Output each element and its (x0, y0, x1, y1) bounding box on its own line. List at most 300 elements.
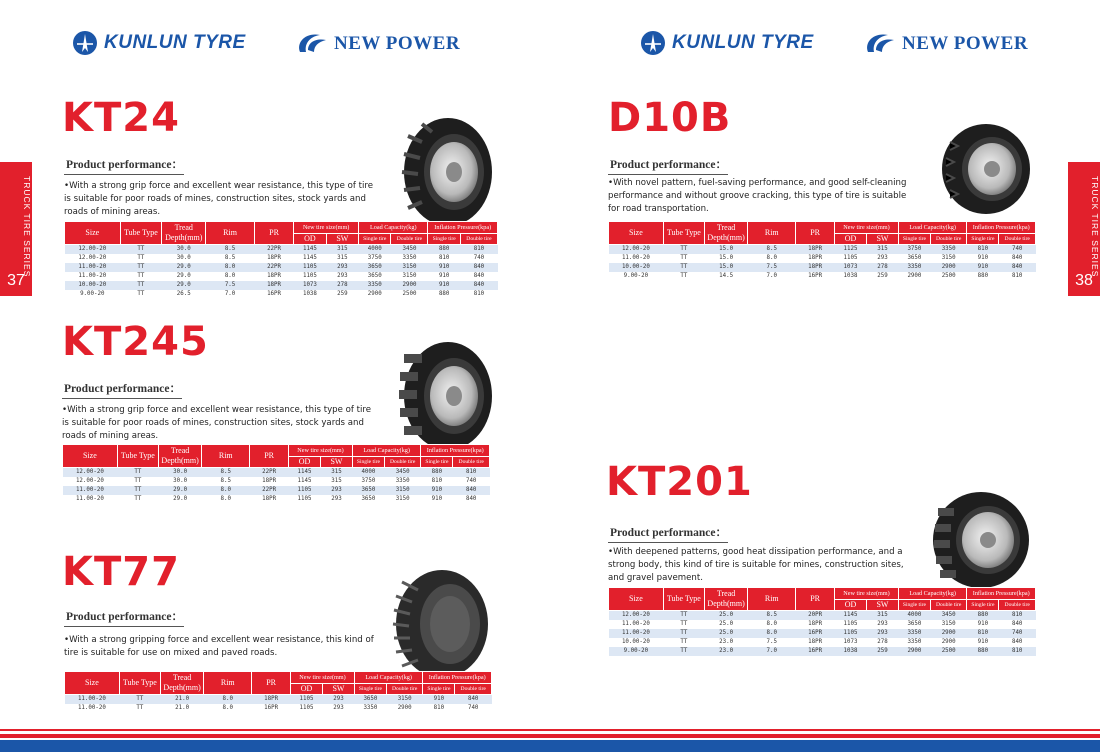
tire-image-kt77 (384, 568, 496, 680)
table-cell: 3150 (941, 621, 956, 627)
table-cell: 8.0 (224, 273, 236, 279)
table-cell: 3650 (907, 255, 922, 261)
header-ply-rating: PR (796, 222, 835, 245)
table-cell: 7.0 (766, 273, 777, 279)
kunlun-emblem-icon (640, 30, 666, 56)
table-cell: 21.0 (175, 705, 190, 711)
table-cell: 740 (999, 629, 1036, 638)
table-cell: 8.0 (206, 263, 255, 272)
header-od: OD (289, 457, 321, 468)
table-cell: 315 (321, 468, 353, 478)
header-inflation-pressure: Inflation Pressure(kpa) (967, 588, 1036, 600)
table-row (65, 263, 498, 272)
table-cell: 11.00-20 (78, 273, 107, 279)
table-cell: 259 (337, 291, 348, 297)
header-tube-type: Tube Type (119, 672, 160, 695)
header-tread-depth: Tread Depth(mm) (158, 445, 201, 468)
table-cell: 7.0 (748, 647, 796, 656)
table-cell: 1038 (843, 273, 858, 279)
table-cell: 11.00-20 (75, 496, 104, 502)
header-tube-type: Tube Type (663, 588, 704, 611)
table-cell: 12.00-20 (63, 468, 118, 478)
table-cell: TT (663, 245, 704, 255)
table-cell: 2900 (941, 639, 956, 645)
table-cell: 12.00-20 (65, 245, 121, 255)
table-cell: 3650 (361, 496, 376, 502)
table-cell: 10.00-20 (65, 281, 121, 290)
header-inflation-pressure: Inflation Pressure(kpa) (967, 222, 1036, 234)
table-cell: 1073 (835, 263, 867, 272)
header-single-tire: Single tire (967, 600, 999, 611)
header-single-tire: Single tire (421, 457, 453, 468)
table-cell: 259 (877, 273, 888, 279)
table-cell: 22PR (254, 245, 293, 255)
header-ply-rating: PR (250, 445, 289, 468)
table-cell: 740 (467, 705, 479, 711)
table-cell: 8.0 (220, 496, 231, 502)
table-cell: 4000 (359, 245, 391, 255)
table-cell: 315 (867, 245, 899, 255)
table-cell: 910 (967, 263, 999, 272)
table-cell: 810 (438, 255, 450, 261)
table-cell: 1105 (843, 255, 858, 261)
kunlun-emblem-icon (72, 30, 98, 56)
model-title-d10b: D10B (608, 95, 732, 141)
table-cell: 840 (473, 273, 485, 279)
description-kt24: •With a strong grip force and excellent wear resistance, this type of tire is suitable for poor roads of mines, construction sites, stock yards and roads of mining areas. (64, 181, 374, 217)
table-cell: TT (134, 478, 142, 484)
header-rim: Rim (204, 672, 252, 695)
header-double-tire: Double tire (391, 234, 428, 245)
table-cell: 810 (999, 647, 1036, 656)
table-cell: 21.0 (160, 695, 203, 705)
table-row (609, 245, 1036, 255)
table-cell: 3350 (898, 263, 930, 272)
perf-label-kt201: Product performance： (610, 527, 727, 539)
table-cell: 880 (977, 273, 989, 279)
header-double-tire: Double tire (999, 600, 1036, 611)
table-cell: 3350 (930, 245, 967, 255)
table-cell: 18PR (267, 273, 282, 279)
kunlun-brand-text: KUNLUN TYRE (104, 32, 246, 53)
table-cell: 910 (977, 639, 989, 645)
table-cell: TT (663, 263, 704, 272)
table-row (609, 620, 1036, 629)
table-cell: 1125 (835, 245, 867, 255)
table-cell: 880 (967, 647, 999, 656)
table-row (609, 647, 1036, 656)
table-cell: 15.0 (719, 255, 734, 261)
table-cell: 11.00-20 (65, 263, 121, 272)
table-cell: 1105 (297, 496, 312, 502)
table-cell: 18PR (267, 255, 282, 261)
header-single-tire: Single tire (898, 600, 930, 611)
table-row (65, 704, 492, 713)
table-cell: 1145 (289, 468, 321, 478)
table-cell: 840 (460, 281, 497, 290)
table-cell: 840 (460, 263, 497, 272)
series-label: TRUCK TIRE SERIES (1090, 176, 1100, 278)
table-row (65, 290, 498, 299)
header-double-tire: Double tire (930, 234, 967, 245)
side-tab-right (1068, 162, 1100, 296)
table-cell: 2900 (391, 281, 428, 290)
header-load-capacity: Load Capacity(kg) (359, 222, 428, 234)
table-cell: 3750 (361, 478, 376, 484)
table-cell: 12.00-20 (78, 255, 107, 261)
header-tube-type: Tube Type (663, 222, 704, 245)
header-inflation-pressure: Inflation Pressure(kpa) (428, 222, 498, 234)
header-load-capacity: Load Capacity(kg) (352, 445, 420, 457)
table-cell: 18PR (252, 695, 291, 705)
description-d10b: •With novel pattern, fuel-saving performance, and good self-cleaning performance and without groove cracking, this type of tire is suitable for road transportation. (608, 178, 907, 214)
header-sw: SW (867, 234, 899, 245)
table-cell: 910 (977, 621, 989, 627)
table-cell: 810 (473, 291, 485, 297)
table-cell: 15.0 (704, 263, 747, 272)
perf-divider (62, 398, 182, 399)
table-cell: 11.00-20 (621, 621, 650, 627)
perf-label-kt24: Product performance： (66, 159, 183, 171)
table-cell: 11.00-20 (77, 705, 106, 711)
table-cell: 8.0 (766, 621, 777, 627)
table-cell: 16PR (796, 629, 835, 638)
kunlun-logo-right (640, 30, 814, 56)
table-cell: 3150 (391, 263, 428, 272)
table-cell: 9.00-20 (80, 291, 105, 297)
table-row (65, 281, 498, 290)
page-number: 38 (1075, 272, 1093, 289)
table-cell: 22PR (254, 263, 293, 272)
table-row (63, 486, 490, 495)
table-cell: 2900 (930, 263, 967, 272)
table-cell: 810 (433, 705, 445, 711)
table-cell: TT (117, 468, 158, 478)
table-cell: 1145 (302, 255, 317, 261)
table-cell: 18PR (808, 621, 823, 627)
table-cell: 3650 (352, 486, 384, 495)
table-row (609, 272, 1036, 281)
header-single-tire: Single tire (967, 234, 999, 245)
table-cell: 16PR (264, 705, 279, 711)
table-cell: 3150 (941, 255, 956, 261)
table-cell: 1105 (289, 486, 321, 495)
table-cell: 810 (1011, 273, 1023, 279)
table-cell: 910 (977, 255, 989, 261)
table-cell: 315 (326, 245, 358, 255)
table-cell: 3650 (359, 263, 391, 272)
table-cell: 10.00-20 (621, 639, 650, 645)
table-cell: 3750 (898, 245, 930, 255)
table-cell: 3450 (391, 245, 428, 255)
table-cell: TT (680, 621, 688, 627)
table-cell: 3150 (395, 496, 410, 502)
table-cell: 15.0 (704, 245, 747, 255)
table-cell: 11.00-20 (65, 695, 120, 705)
table-cell: 1105 (843, 621, 858, 627)
table-cell: 29.0 (162, 281, 206, 290)
header-load-capacity: Load Capacity(kg) (354, 672, 422, 684)
table-cell: 840 (1011, 255, 1023, 261)
table-cell: 29.0 (158, 486, 201, 495)
table-cell: 7.5 (206, 281, 255, 290)
table-cell: TT (137, 255, 145, 261)
table-cell: 810 (431, 478, 443, 484)
header-sw: SW (321, 457, 353, 468)
model-title-kt201: KT201 (606, 459, 753, 505)
table-cell: 23.0 (704, 647, 747, 656)
perf-label-d10b: Product performance： (610, 159, 727, 171)
table-cell: 14.5 (719, 273, 734, 279)
table-cell: 2900 (930, 629, 967, 638)
table-cell: 910 (421, 486, 453, 495)
table-cell: 8.5 (224, 255, 236, 261)
header-double-tire: Double tire (460, 234, 497, 245)
table-cell: 2900 (367, 291, 382, 297)
table-cell: 18PR (796, 263, 835, 272)
tire-image-kt24 (392, 116, 500, 228)
header-rim: Rim (202, 445, 250, 468)
table-cell: 8.0 (748, 629, 796, 638)
table-cell: 840 (465, 496, 477, 502)
table-cell: 740 (999, 245, 1036, 255)
table-cell: 11.00-20 (609, 629, 664, 638)
table-cell: TT (120, 281, 162, 290)
table-cell: 23.0 (719, 639, 734, 645)
side-tab-left (0, 162, 32, 296)
table-cell: 30.0 (162, 245, 206, 255)
table-cell: 3350 (898, 629, 930, 638)
newpower-logo-right (862, 30, 1028, 58)
table-cell: 22PR (250, 486, 289, 495)
header-size: Size (63, 445, 118, 468)
table-cell: 2900 (907, 273, 922, 279)
table-cell: TT (663, 629, 704, 638)
perf-divider (608, 174, 728, 175)
table-cell: 2500 (930, 647, 967, 656)
table-cell: 8.0 (766, 255, 777, 261)
perf-divider (64, 174, 184, 175)
table-cell: 1145 (297, 478, 312, 484)
table-cell: 1038 (302, 291, 317, 297)
header-inflation-pressure: Inflation Pressure(kpa) (423, 672, 492, 684)
table-cell: 1145 (294, 245, 326, 255)
header-size: Size (609, 222, 664, 245)
table-cell: TT (680, 255, 688, 261)
table-cell: 3650 (907, 621, 922, 627)
header-tread-depth: Tread Depth(mm) (704, 222, 747, 245)
table-cell: 7.0 (224, 291, 236, 297)
table-cell: 18PR (262, 496, 277, 502)
header-new-tire-size: New tire size(mm) (835, 588, 899, 600)
table-cell: TT (680, 639, 688, 645)
table-cell: 3150 (402, 273, 417, 279)
tire-image-kt245 (392, 340, 500, 452)
table-row (63, 477, 490, 486)
table-cell: 18PR (796, 245, 835, 255)
table-cell: 1105 (294, 263, 326, 272)
table-cell: 1105 (302, 273, 317, 279)
table-cell: 3650 (354, 695, 386, 705)
table-cell: 25.0 (704, 611, 747, 621)
header-double-tire: Double tire (930, 600, 967, 611)
table-cell: 8.0 (204, 695, 252, 705)
header-double-tire: Double tire (386, 684, 423, 695)
newpower-swirl-icon (294, 30, 328, 58)
header-single-tire: Single tire (428, 234, 460, 245)
table-cell: 810 (453, 468, 490, 478)
table-cell: 293 (331, 496, 342, 502)
table-cell: 16PR (808, 273, 823, 279)
table-cell: TT (136, 705, 144, 711)
table-cell: 29.0 (173, 496, 188, 502)
table-cell: 8.5 (748, 611, 796, 621)
table-cell: 1073 (843, 639, 858, 645)
table-cell: 18PR (262, 478, 277, 484)
header-tread-depth: Tread Depth(mm) (704, 588, 747, 611)
table-cell: 810 (967, 245, 999, 255)
header-double-tire: Double tire (384, 457, 421, 468)
table-cell: 8.0 (222, 705, 233, 711)
tire-image-kt201 (926, 490, 1036, 590)
table-cell: 1105 (291, 695, 323, 705)
table-cell: 30.0 (158, 468, 201, 478)
header-rim: Rim (748, 222, 796, 245)
table-cell: 12.00-20 (609, 245, 664, 255)
table-cell: 1105 (299, 705, 314, 711)
table-row (609, 629, 1036, 638)
table-cell: 840 (999, 263, 1036, 272)
table-cell: 3750 (367, 255, 382, 261)
table-cell: 25.0 (704, 629, 747, 638)
table-cell: 910 (431, 496, 443, 502)
spec-table-d10b (608, 221, 1036, 281)
header-single-tire: Single tire (898, 234, 930, 245)
table-cell: 810 (999, 611, 1036, 621)
table-cell: 12.00-20 (75, 478, 104, 484)
table-cell: 1145 (835, 611, 867, 621)
spec-table-kt77 (64, 671, 492, 713)
header-double-tire: Double tire (999, 234, 1036, 245)
bottom-rule (0, 734, 1100, 738)
table-cell: 293 (321, 486, 353, 495)
page-number: 37 (7, 272, 25, 289)
table-cell: 910 (423, 695, 455, 705)
table-cell: 10.00-20 (609, 263, 664, 272)
header-double-tire: Double tire (455, 684, 492, 695)
table-cell: 18PR (808, 639, 823, 645)
header-single-tire: Single tire (352, 457, 384, 468)
header-double-tire: Double tire (453, 457, 490, 468)
header-od: OD (291, 684, 323, 695)
table-cell: 16PR (796, 647, 835, 656)
header-tread-depth: Tread Depth(mm) (160, 672, 203, 695)
table-cell: 880 (428, 245, 460, 255)
table-cell: 810 (460, 245, 497, 255)
header-new-tire-size: New tire size(mm) (835, 222, 899, 234)
table-cell: 8.5 (748, 245, 796, 255)
table-cell: 293 (323, 695, 355, 705)
perf-divider (64, 626, 184, 627)
table-cell: 3150 (384, 486, 421, 495)
table-cell: 315 (337, 255, 348, 261)
table-cell: 12.00-20 (609, 611, 664, 621)
table-cell: 315 (331, 478, 342, 484)
table-cell: 910 (428, 263, 460, 272)
header-size: Size (609, 588, 664, 611)
perf-label-kt245: Product performance： (64, 383, 181, 395)
header-od: OD (835, 234, 867, 245)
table-cell: 315 (867, 611, 899, 621)
table-cell: 25.0 (719, 621, 734, 627)
table-cell: 18PR (254, 281, 293, 290)
newpower-swirl-icon (862, 30, 896, 58)
table-cell: 7.5 (766, 639, 777, 645)
header-inflation-pressure: Inflation Pressure(kpa) (421, 445, 490, 457)
description-kt77: •With a strong gripping force and excellent wear resistance, this kind of tire is suitable for use on mixed and paved roads. (64, 635, 374, 658)
spec-table-kt245 (62, 444, 490, 504)
newpower-brand-text: NEW POWER (902, 33, 1029, 54)
table-cell: 8.5 (206, 245, 255, 255)
table-cell: TT (119, 695, 160, 705)
table-cell: 3450 (930, 611, 967, 621)
header-single-tire: Single tire (359, 234, 391, 245)
table-row (63, 468, 490, 478)
table-cell: 278 (867, 263, 899, 272)
table-cell: 9.00-20 (623, 273, 649, 279)
perf-label-kt77: Product performance： (66, 611, 183, 623)
header-ply-rating: PR (252, 672, 291, 695)
header-single-tire: Single tire (423, 684, 455, 695)
table-cell: 293 (877, 621, 888, 627)
table-cell: 29.0 (176, 273, 191, 279)
table-cell: 880 (438, 291, 450, 297)
table-cell: 740 (465, 478, 477, 484)
table-cell: 30.0 (176, 255, 191, 261)
table-cell: 3350 (359, 281, 391, 290)
table-cell: 840 (1011, 639, 1023, 645)
table-cell: 3350 (907, 639, 922, 645)
header-single-tire: Single tire (354, 684, 386, 695)
table-row (609, 611, 1036, 621)
table-cell: TT (137, 273, 145, 279)
table-cell: 840 (453, 486, 490, 495)
table-cell: TT (663, 647, 704, 656)
table-cell: TT (134, 496, 142, 502)
perf-divider (608, 542, 728, 543)
kunlun-brand-text: KUNLUN TYRE (672, 32, 814, 53)
kunlun-logo-left (72, 30, 246, 56)
header-rim: Rim (206, 222, 255, 245)
table-cell: 910 (428, 281, 460, 290)
table-cell: 3350 (395, 478, 410, 484)
spec-table-kt201 (608, 587, 1036, 656)
table-cell: 11.00-20 (621, 255, 650, 261)
description-kt245: •With a strong grip force and excellent wear resistance, this type of tire is suitable for poor roads of mines, construction sites, stock yards and roads of mining areas. (62, 405, 372, 441)
table-cell: 293 (326, 263, 358, 272)
table-cell: 16PR (267, 291, 282, 297)
table-cell: TT (137, 291, 145, 297)
table-row (65, 254, 498, 263)
series-label: TRUCK TIRE SERIES (22, 176, 32, 278)
model-title-kt245: KT245 (62, 319, 209, 365)
newpower-brand-text: NEW POWER (334, 33, 461, 54)
table-cell: 4000 (352, 468, 384, 478)
header-load-capacity: Load Capacity(kg) (898, 222, 966, 234)
table-row (609, 638, 1036, 647)
table-cell: 3150 (386, 695, 423, 705)
header-ply-rating: PR (796, 588, 835, 611)
